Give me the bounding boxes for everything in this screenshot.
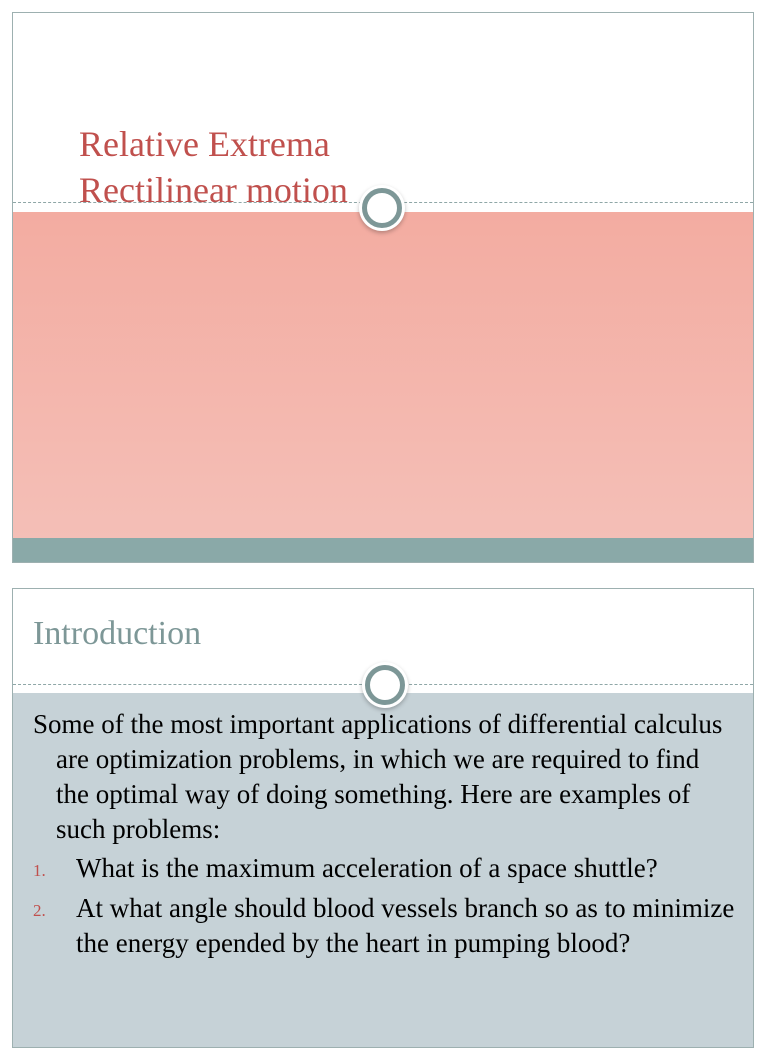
list-text: At what angle should blood vessels branch so as to minimize the energy epended by the heart in pumping blood? [76, 893, 735, 958]
pink-gradient-band [13, 212, 753, 538]
list-number: 1. [33, 861, 46, 880]
list-text: What is the maximum acceleration of a space shuttle? [76, 853, 658, 883]
list-number: 2. [33, 901, 46, 920]
footer-bar [13, 538, 753, 562]
intro-paragraph: Some of the most important applications of differential calculus are optimization problems, in which we are required to find the optimal way of doing something. Here are examples of such problems: [33, 709, 723, 844]
ring-ornament-icon [362, 188, 402, 228]
title-slide [12, 12, 754, 563]
slide-title [79, 121, 348, 213]
slide-heading: Introduction [33, 615, 202, 652]
content-slide [12, 588, 754, 1048]
title-line: Relative Extrema [79, 124, 330, 164]
slide-body [33, 707, 739, 966]
title-line: Rectilinear motion [79, 170, 348, 210]
ring-ornament-icon [365, 665, 405, 705]
list-item [33, 891, 739, 961]
list-item [33, 851, 739, 886]
examples-list [33, 851, 739, 961]
